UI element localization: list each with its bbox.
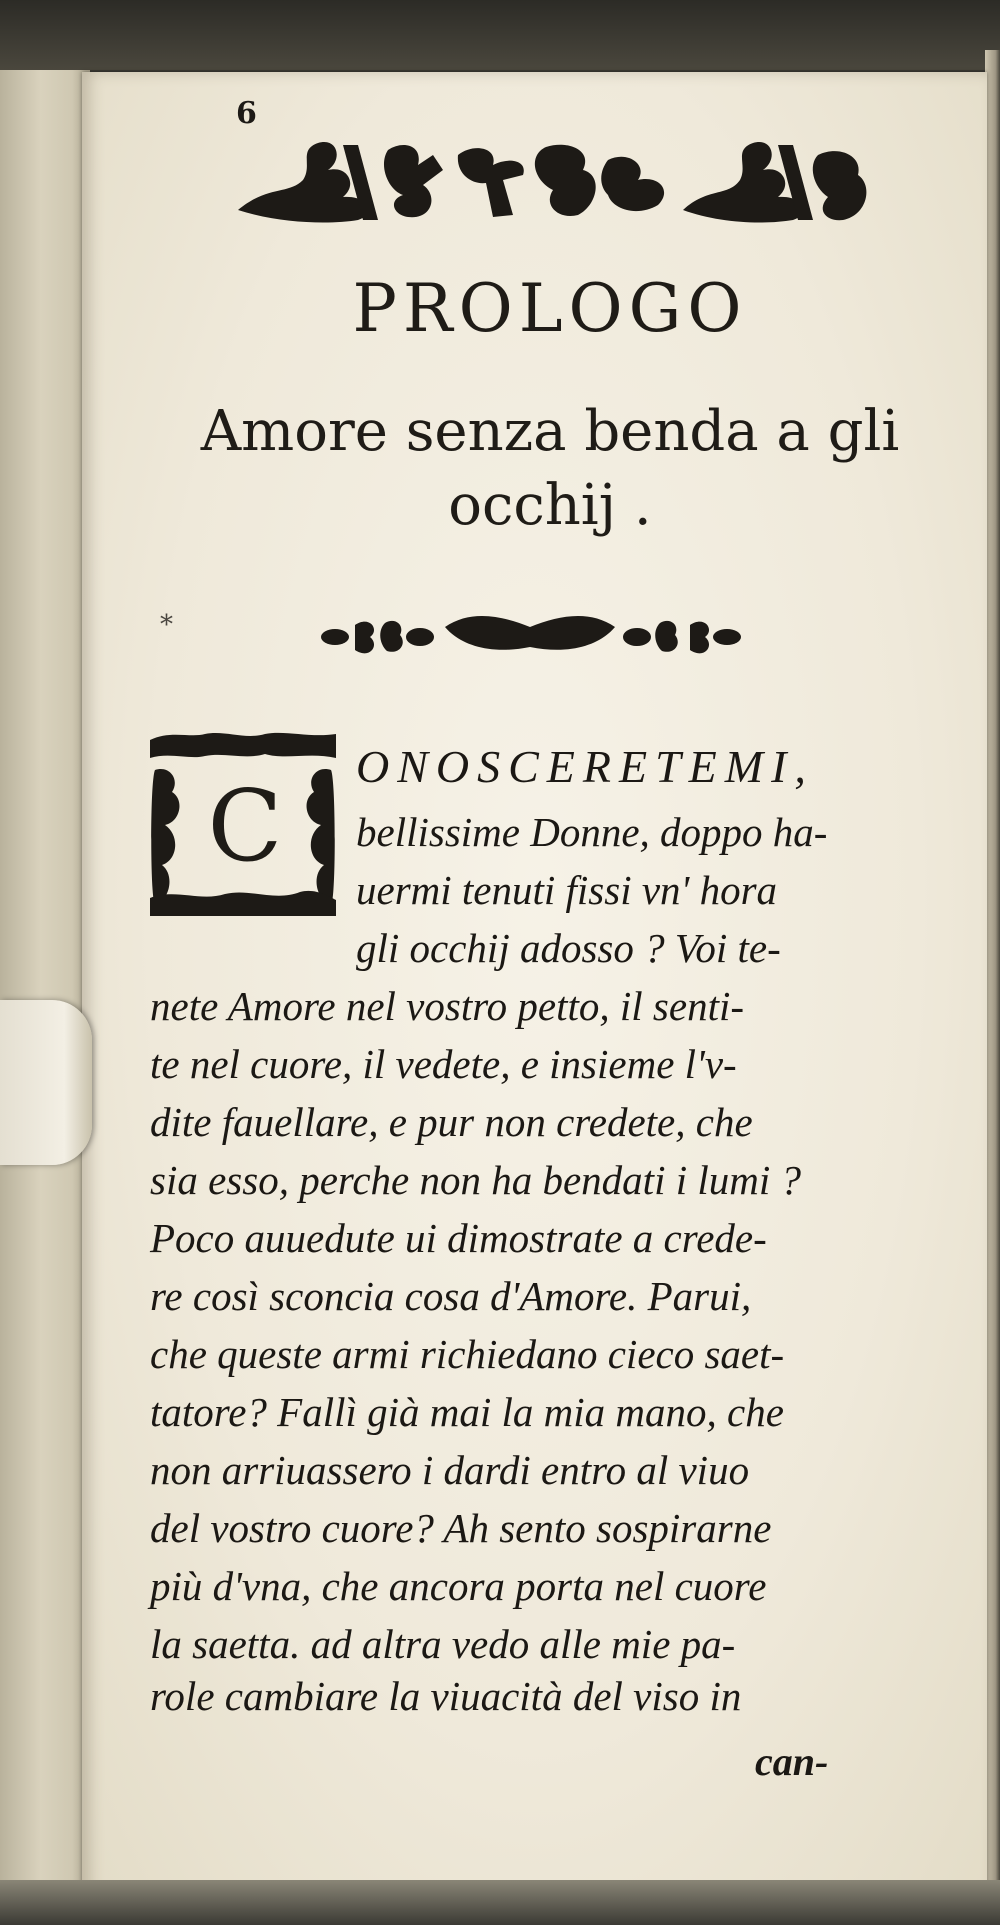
text-line-6: dite fauellare, e pur non credete, che bbox=[150, 1099, 753, 1145]
text-line-16: role cambiare la viuacità del viso in bbox=[150, 1673, 742, 1719]
binding-clip bbox=[0, 1000, 92, 1165]
divider-ornament bbox=[315, 605, 745, 665]
opening-word: ONOSCERETEMI, bbox=[356, 741, 814, 792]
text-line-3: gli occhij adosso ? Voi te- bbox=[356, 925, 781, 971]
text-line-10: che queste armi richiedano cieco saet- bbox=[150, 1331, 785, 1377]
text-line-15: la saetta. ad altra vedo alle mie pa- bbox=[150, 1621, 736, 1667]
stray-ink-mark: * bbox=[160, 610, 173, 640]
scan-background-bottom bbox=[0, 1880, 1000, 1925]
text-line-1: bellissime Donne, doppo ha- bbox=[356, 809, 828, 855]
drop-cap: C bbox=[207, 770, 283, 884]
text-line-7: sia esso, perche non ha bendati i lumi ? bbox=[150, 1157, 801, 1203]
headpiece-ornament bbox=[228, 125, 878, 235]
page-edge-right bbox=[985, 50, 1000, 1895]
scan-background-top bbox=[0, 0, 1000, 70]
subtitle-line-2: occhij . bbox=[448, 473, 652, 538]
text-line-12: non arriuassero i dardi entro al viuo bbox=[150, 1447, 750, 1493]
text-line-5: te nel cuore, il vedete, e insieme l'v- bbox=[150, 1041, 737, 1087]
catchword: can- bbox=[755, 1739, 829, 1784]
binding-strip bbox=[0, 70, 90, 1900]
text-line-4: nete Amore nel vostro petto, il senti- bbox=[150, 983, 744, 1029]
text-line-13: del vostro cuore? Ah sento sospirarne bbox=[150, 1505, 772, 1551]
text-line-11: tatore? Fallì già mai la mia mano, che bbox=[150, 1389, 784, 1435]
text-line-8: Poco auuedute ui dimostrate a crede- bbox=[150, 1215, 767, 1261]
text-line-2: uermi tenuti fissi vn' hora bbox=[356, 867, 778, 913]
text-line-14: più d'vna, che ancora porta nel cuore bbox=[150, 1563, 767, 1609]
text-line-9: re così sconcia cosa d'Amore. Parui, bbox=[150, 1273, 752, 1319]
page-title: PROLOGO bbox=[352, 270, 748, 347]
page-subtitle bbox=[190, 395, 910, 543]
page-number: 6 bbox=[236, 96, 257, 131]
subtitle-line-1: Amore senza benda a gli bbox=[200, 399, 900, 464]
